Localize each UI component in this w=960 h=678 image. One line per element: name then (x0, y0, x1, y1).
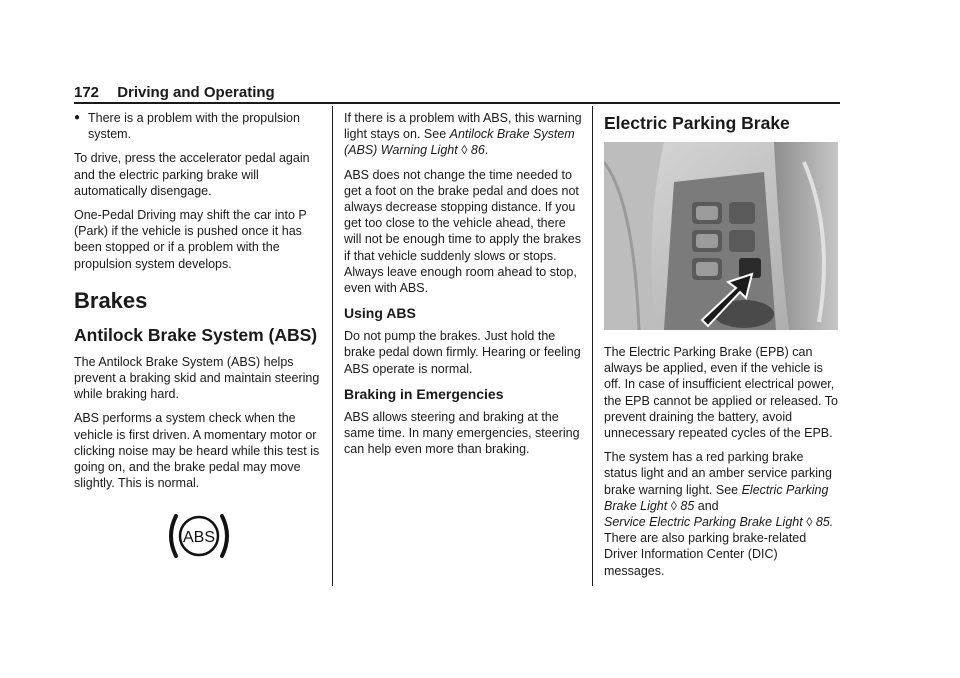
heading-brakes: Brakes (74, 287, 148, 313)
bullet-icon: ● (74, 112, 81, 123)
paragraph: Do not pump the brakes. Just hold the brake pedal down firmly. Hearing or feeling ABS operate is normal. (344, 329, 581, 376)
column-1 (74, 110, 324, 566)
heading-abs: Antilock Brake System (ABS) (74, 324, 318, 345)
page-header (74, 84, 275, 101)
abs-icon (164, 511, 234, 561)
bullet-item (74, 110, 324, 142)
abs-icon-label: ABS (182, 529, 216, 547)
cross-reference-link[interactable]: Service Electric Parking Brake Light (604, 515, 803, 530)
paragraph-text: There are also parking brake-related Driver Information Center (DIC) messages. (604, 531, 807, 578)
paragraph-text: The system has a red parking brake status light and an amber service parking brake warning light. See (604, 450, 832, 497)
paragraph-text: If there is a problem with ABS, this warning light stays on. See (344, 111, 582, 142)
epb-console-photo (604, 142, 838, 330)
header-rule (74, 102, 840, 104)
page-ref-number[interactable]: 85 (680, 498, 695, 513)
cross-reference-link[interactable]: Antilock Brake System (ABS) Warning Light (344, 127, 575, 158)
paragraph: The Electric Parking Brake (EPB) can always be applied, even if the vehicle is off. In case of insufficient electrical power, the EPB cannot be applied or released. To prevent draining the battery, avoid unnecessary repeated cycles of the EPB. (604, 345, 838, 441)
paragraph (604, 449, 840, 579)
paragraph: The Antilock Brake System (ABS) helps prevent a braking skid and maintain steering while braking hard. (74, 354, 320, 402)
heading-using-abs: Using ABS (344, 305, 416, 322)
column-divider-1 (332, 106, 333, 586)
abs-warning-symbol (74, 511, 324, 565)
paragraph: ABS allows steering and braking at the same time. In many emergencies, steering can help even more than braking. (344, 409, 580, 457)
column-3 (604, 110, 840, 587)
page-ref-icon: ◊ (461, 143, 468, 158)
column-2 (344, 110, 584, 465)
paragraph: One-Pedal Driving may shift the car into P (Park) if the vehicle is pushed once it has been stopped or if a problem with the propulsion system develops. (74, 208, 307, 271)
conjunction: and (697, 498, 719, 513)
page-ref-number[interactable]: 86 (470, 143, 485, 158)
heading-electric-parking-brake: Electric Parking Brake (604, 113, 790, 133)
paragraph: ABS performs a system check when the vehicle is first driven. A momentary motor or clicking noise may be heard while this test is going on, and the brake pedal may move slightly. This is normal. (74, 411, 320, 491)
paragraph: ABS does not change the time needed to get a foot on the brake pedal and does not always decrease stopping distance. If you get too close to the vehicle ahead, there will not be enough time to apply the brakes if that vehicle suddenly slows or stops. Always leave enough room ahead to stop, even with ABS. (344, 167, 581, 296)
heading-braking-emergencies: Braking in Emergencies (344, 385, 504, 402)
bullet-text: There is a problem with the propulsion system. (88, 111, 300, 142)
paragraph: To drive, press the accelerator pedal again and the electric parking brake will automatically disengage. (74, 151, 310, 198)
paragraph (344, 110, 584, 159)
page-ref-number[interactable]: 85. (815, 515, 834, 530)
page-number: 172 (74, 84, 100, 101)
section-title: Driving and Operating (117, 84, 275, 101)
page-ref-icon: ◊ (806, 515, 813, 530)
cross-reference-link[interactable]: Electric Parking Brake Light (604, 482, 829, 513)
period: . (484, 143, 489, 158)
column-divider-2 (592, 106, 593, 586)
page-ref-icon: ◊ (670, 498, 677, 513)
